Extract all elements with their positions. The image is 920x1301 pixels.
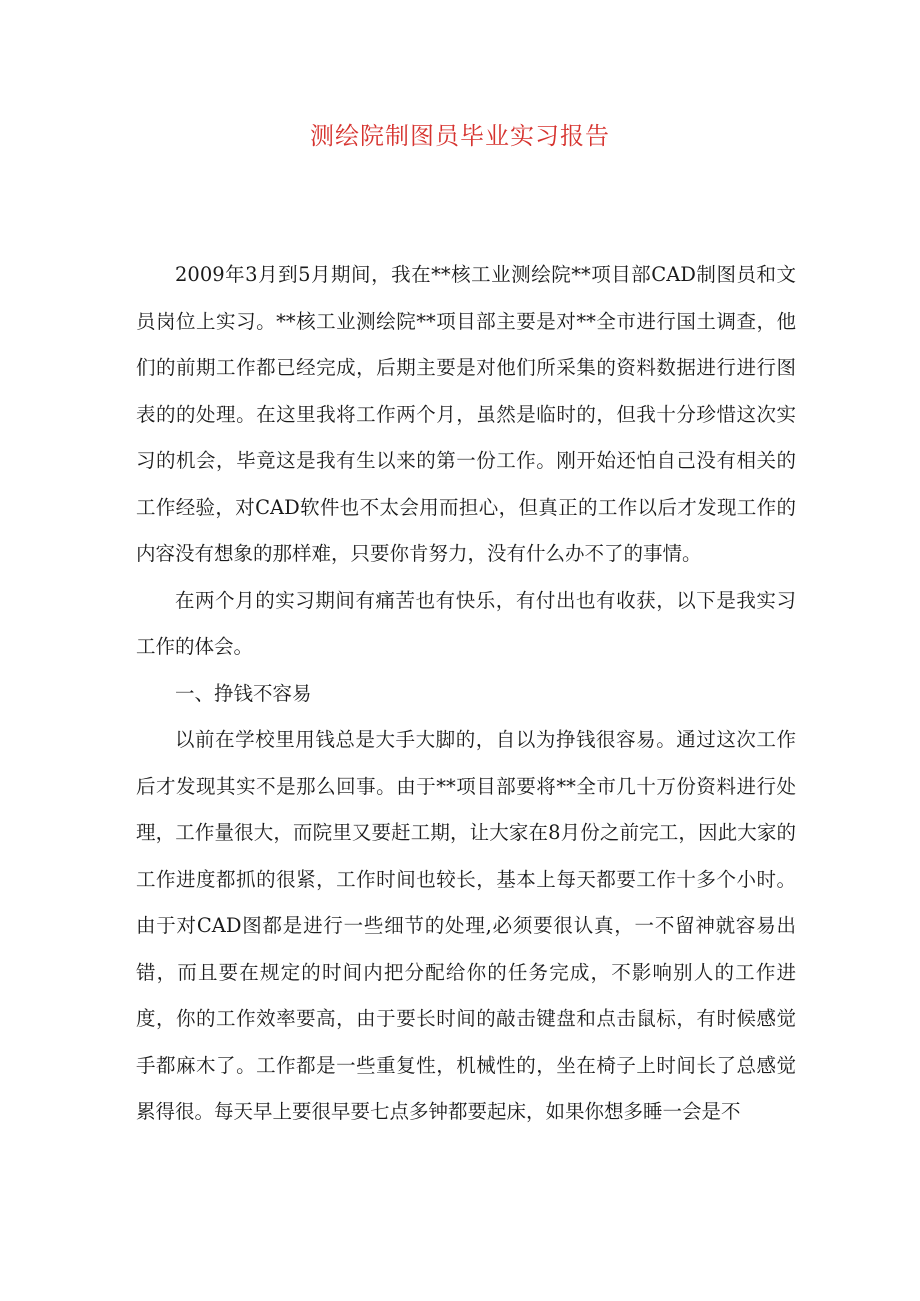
paragraph-summary: 在两个月的实习期间有痛苦也有快乐，有付出也有收获，以下是我实习工作的体会。 — [136, 588, 796, 658]
paragraph-section-1: 以前在学校里用钱总是大手大脚的，自以为挣钱很容易。通过这次工作后才发现其实不是那么回事。由于**项目部要将**全市几十万份资料进行处理，工作量很大，而院里又要赶工期，让大家在8月份之前完工，因此大家的工作进度都抓的很紧，工作时间也较长，基本上每天都要工作十多个小时。由于对CAD图都是进行一些细节的处理,必须要很认真，一不留神就容易出错，而且要在规定的时间内把分配给你的任务完成，不影响别人的工作进度，你的工作效率要高，由于要长时间的敲击键盘和点击鼠标，有时候感觉手都麻木了。工作都是一些重复性，机械性的，坐在椅子上时间长了总感觉累得很。每天早上要很早要七点多钟都要起床，如果你想多睡一会是不 — [136, 728, 796, 1123]
document-body — [136, 252, 796, 1136]
section-heading: 一、挣钱不容易 — [175, 681, 312, 705]
document-title: 测绘院制图员毕业实习报告 — [310, 122, 610, 150]
paragraph-intro: 2009年3月到5月期间，我在**核工业测绘院**项目部CAD制图员和文员岗位上实习。**核工业测绘院**项目部主要是对**全市进行国土调查，他们的前期工作都已经完成，后期主要是对他们所采集的资料数据进行进行图表的的处理。在这里我将工作两个月，虽然是临时的，但我十分珍惜这次实习的机会，毕竟这是我有生以来的第一份工作。刚开始还怕自己没有相关的工作经验，对CAD软件也不太会用而担心，但真正的工作以后才发现工作的内容没有想象的那样难，只要你肯努力，没有什么办不了的事情。 — [136, 263, 796, 565]
